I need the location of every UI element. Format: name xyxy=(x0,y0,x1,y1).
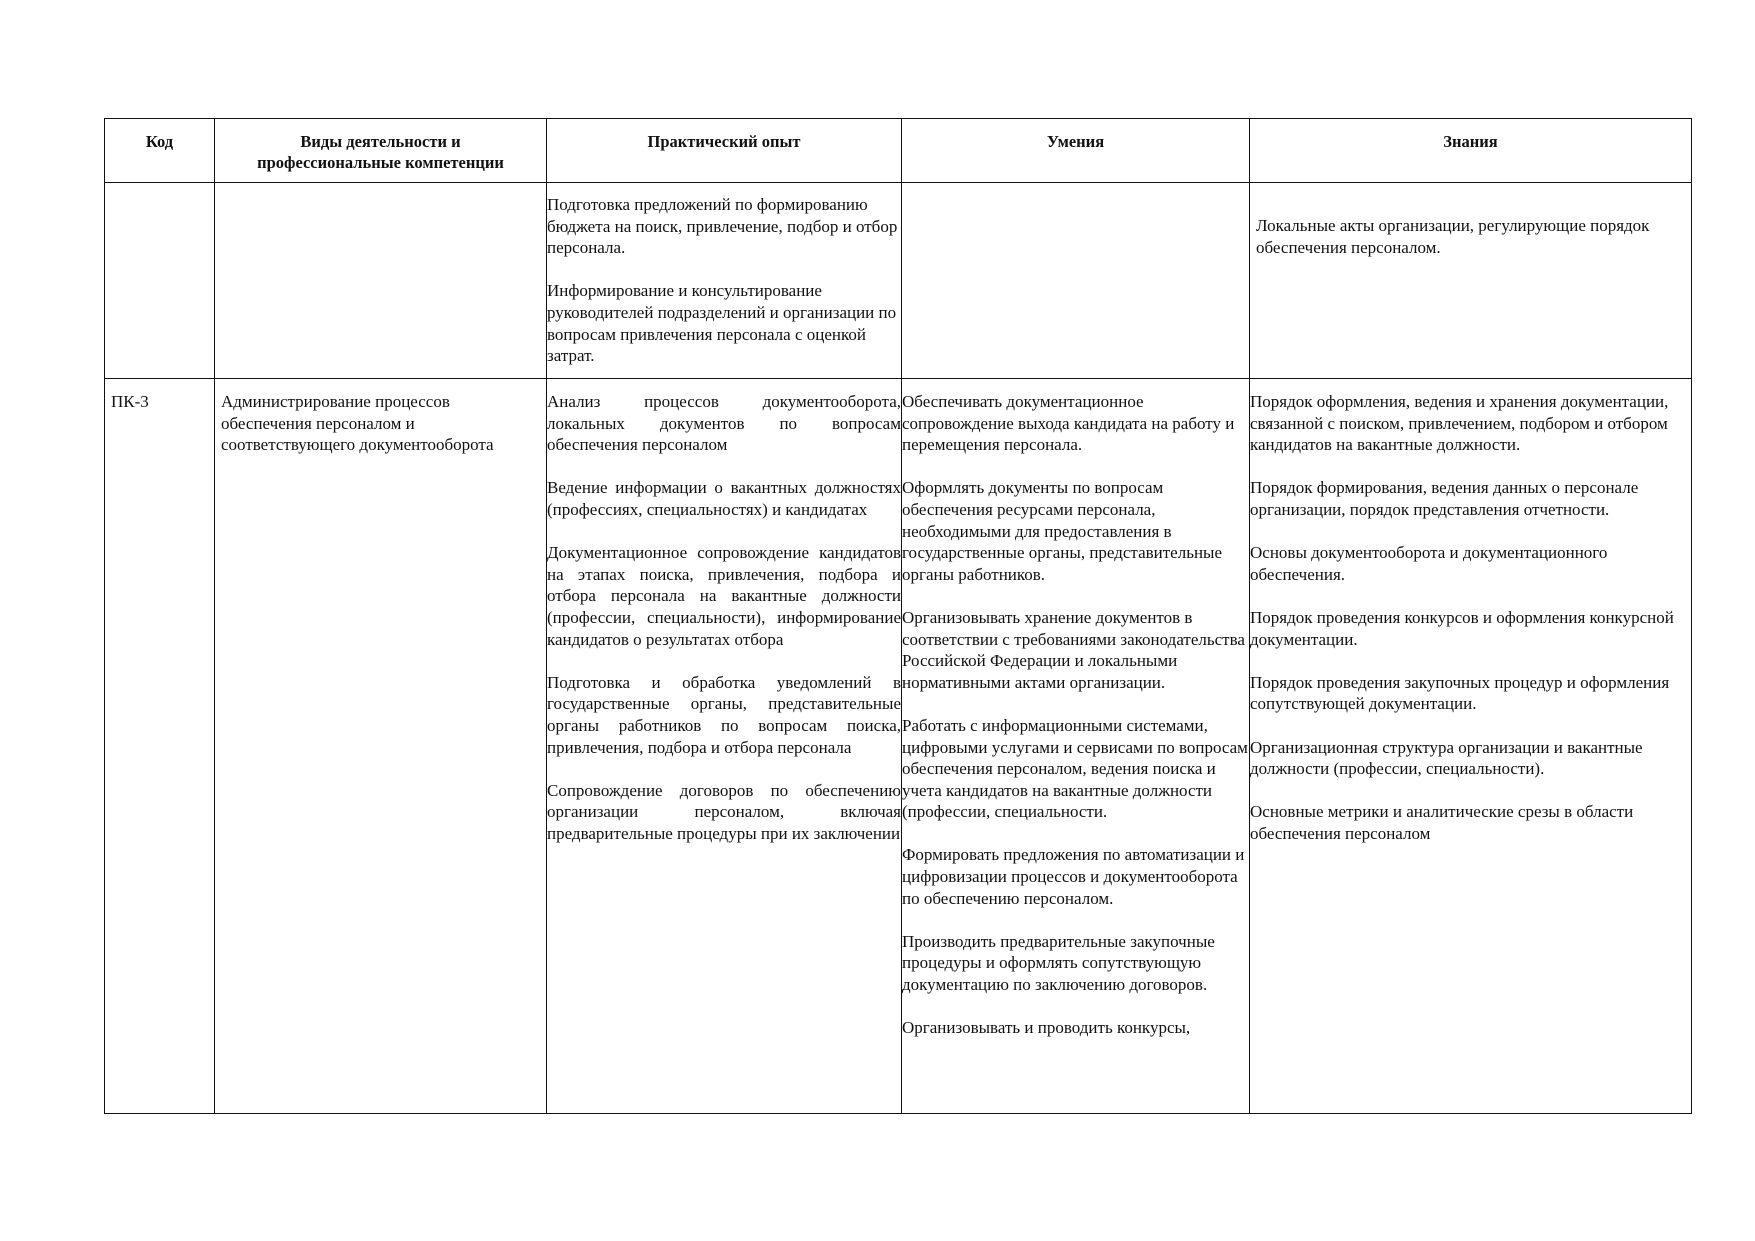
cell-activity xyxy=(215,379,547,1114)
header-skills xyxy=(902,119,1250,183)
activity-text: Администрирование процессов обеспечения персоналом и соответствующего документооборота xyxy=(221,392,494,455)
practice-item: Анализ процессов документооборота, локальных документов по вопросам обеспечения персоналом xyxy=(547,392,901,455)
practice-item: Подготовка предложений по формированию бюджета на поиск, привлечение, подбор и отбор персонала. xyxy=(547,195,898,258)
knowledge-item: Основные метрики и аналитические срезы в области обеспечения персоналом xyxy=(1250,802,1634,843)
practice-item: Ведение информации о вакантных должностях (профессиях, специальностях) и кандидатах xyxy=(547,478,901,519)
header-activity-line1: Виды деятельности и xyxy=(300,132,461,151)
practice-item: Сопровождение договоров по обеспечению организации персоналом, включая предварительные процедуры при их заключении xyxy=(547,780,901,843)
cell-skills xyxy=(902,379,1250,1114)
knowledge-item: Локальные акты организации, регулирующие порядок обеспечения персоналом. xyxy=(1256,216,1650,257)
skills-item: Организовывать и проводить конкурсы, xyxy=(902,1018,1191,1038)
cell-practice xyxy=(547,379,902,1114)
table-header-row xyxy=(105,119,1692,183)
activity-text xyxy=(215,183,546,195)
header-knowledge-label: Знания xyxy=(1443,132,1498,151)
cell-code xyxy=(105,183,215,379)
practice-item: Подготовка и обработка уведомлений в государственные органы, представительные органы работников по вопросам поиска, привлечения, подбора и отбора персонала xyxy=(547,672,901,757)
practice-item: Документационное сопровождение кандидатов на этапах поиска, привлечения, подбора и отбора персонала на вакантные должности (профессии, специальности), информирование кандидатов о результатах отбора xyxy=(547,543,901,649)
header-practice-label: Практический опыт xyxy=(647,132,801,151)
cell-knowledge xyxy=(1250,183,1692,379)
skills-item: Организовывать хранение документов в соответствии с требованиями законодательства Российской Федерации и локальными нормативными актами организации. xyxy=(902,607,1245,692)
knowledge-item: Порядок проведения конкурсов и оформления конкурсной документации. xyxy=(1250,607,1674,649)
skills-item: Производить предварительные закупочные процедуры и оформлять сопутствующую документацию по заключению договоров. xyxy=(902,931,1215,995)
knowledge-item: Порядок формирования, ведения данных о персонале организации, порядок представления отчетности. xyxy=(1250,478,1639,519)
knowledge-item: Организационная структура организации и вакантные должности (профессии, специальности). xyxy=(1250,737,1643,779)
table-row xyxy=(105,379,1692,1114)
table-row xyxy=(105,183,1692,379)
knowledge-item: Основы документооборота и документационного обеспечения. xyxy=(1250,543,1608,584)
competency-table xyxy=(104,118,1692,1114)
header-skills-label: Умения xyxy=(1046,132,1105,151)
cell-activity xyxy=(215,183,547,379)
knowledge-item: Порядок проведения закупочных процедур и оформления сопутствующей документации. xyxy=(1250,672,1670,714)
skills-item: Оформлять документы по вопросам обеспечения ресурсами персонала, необходимыми для предоставления в государственные органы, представительные органы работников. xyxy=(902,478,1223,584)
skills-item: Формировать предложения по автоматизации и цифровизации процессов и документооборота по обеспечению персоналом. xyxy=(902,845,1245,908)
cell-skills xyxy=(902,183,1250,379)
cell-code xyxy=(105,379,215,1114)
cell-practice xyxy=(547,183,902,379)
cell-knowledge xyxy=(1250,379,1692,1114)
header-activity xyxy=(215,119,547,183)
header-knowledge xyxy=(1250,119,1692,183)
knowledge-item: Порядок оформления, ведения и хранения документации, связанной с поиском, привлечением, подбором и отбором кандидатов на вакантные должности. xyxy=(1250,392,1669,455)
skills-item: Работать с информационными системами, цифровыми услугами и сервисами по вопросам обеспечения персоналом, ведения поиска и учета кандидатов на вакантные должности (профессии, специальности. xyxy=(902,715,1248,822)
header-activity-line2: профессиональные компетенции xyxy=(257,153,504,172)
practice-item: Информирование и консультирование руководителей подразделений и организации по вопросам привлечения персонала с оценкой затрат. xyxy=(547,281,897,366)
code-text xyxy=(105,183,214,195)
header-code-label: Код xyxy=(145,132,174,151)
code-text: ПК-3 xyxy=(111,392,149,411)
header-code xyxy=(105,119,215,183)
skills-item: Обеспечивать документационное сопровождение выхода кандидата на работу и перемещения персонала. xyxy=(902,392,1235,455)
header-practice xyxy=(547,119,902,183)
